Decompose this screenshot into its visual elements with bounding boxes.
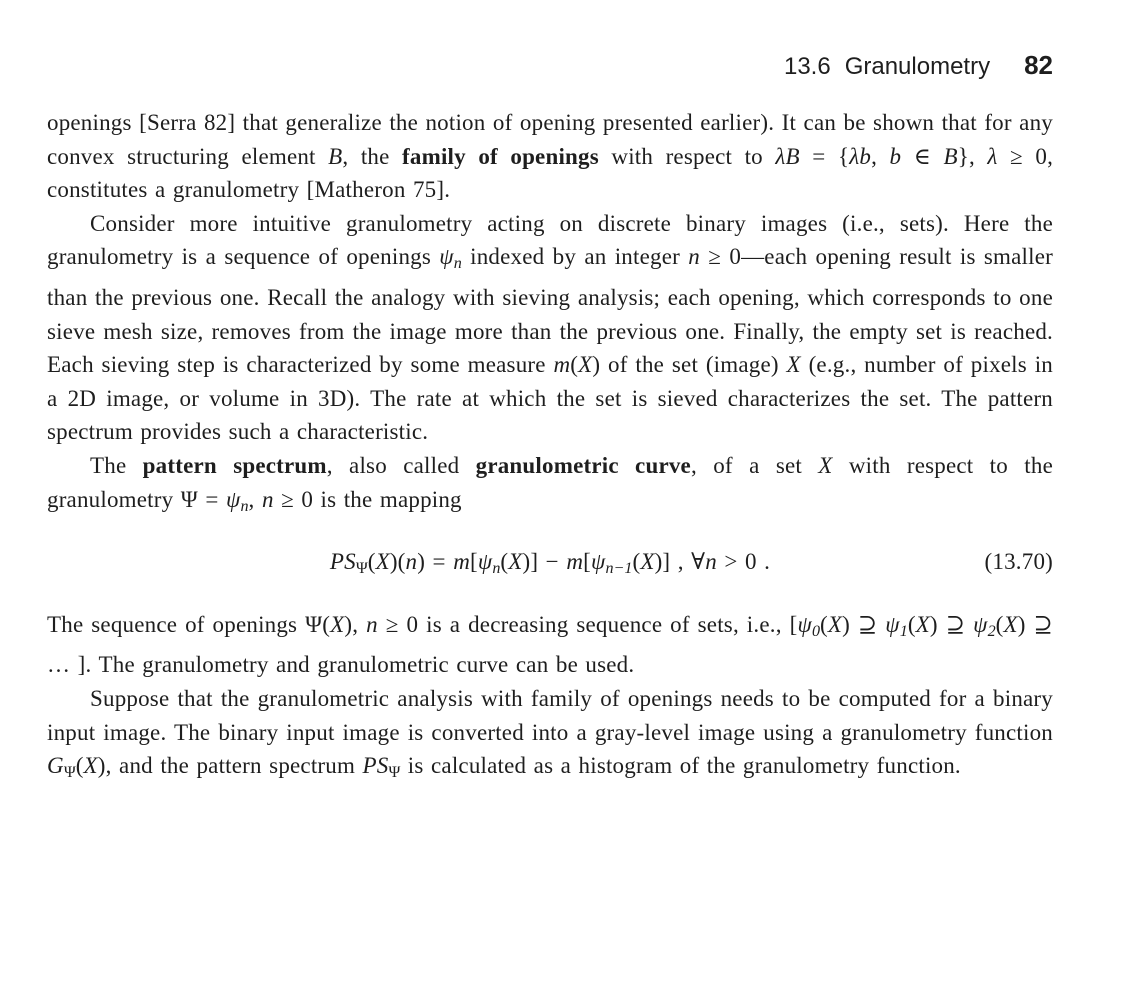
text-run: ≥ 0 is a decreasing sequence of sets, i.e., [ xyxy=(377,611,798,637)
text-run: (e.g., number of pixels in a 2D image, or volume in 3D). The rate at which the set is sieved characterizes the set. The pattern spectrum provides such a characteristic. xyxy=(47,352,1054,445)
equation-number: (13.70) xyxy=(984,549,1053,575)
text-run: ( xyxy=(907,611,916,637)
paragraph xyxy=(47,106,1053,207)
text-run: = { xyxy=(799,143,850,169)
text-run: X xyxy=(827,611,843,637)
text-run: B xyxy=(328,143,343,169)
text-run: ψ xyxy=(477,549,493,575)
paragraph xyxy=(47,608,1053,682)
text-run: G xyxy=(47,753,64,779)
text-run: 0 xyxy=(811,622,820,640)
text-run: )( xyxy=(389,549,406,575)
paragraph xyxy=(47,449,1053,523)
paragraph xyxy=(47,682,1053,790)
text-run: The xyxy=(90,452,143,478)
text-run: )] − xyxy=(522,549,567,575)
text-run: ψ xyxy=(226,486,241,512)
text-run: [ xyxy=(470,549,478,575)
text-run: n xyxy=(705,549,717,575)
text-run: 2 xyxy=(987,622,996,640)
text-run: ), xyxy=(344,611,367,637)
text-run: is calculated as a histogram of the granulometry function. xyxy=(400,753,961,779)
text-run: ≥ 0—each opening result is smaller than the previous one. Recall the analogy with sieving analysis; each opening, which corresponds to one sieve mesh size, removes from the image more than the previous one. Finally, the empty set is reached. Each sieving step is characterized by some measure xyxy=(47,244,1054,378)
text-run: ∀ xyxy=(683,549,706,575)
text-run: ) of the set (image) xyxy=(592,352,787,378)
text-run: openings [Serra 82] that generalize the notion of opening presented earlier). It can be shown that for any convex structuring element xyxy=(47,110,1053,169)
text-run: The sequence of openings Ψ( xyxy=(47,611,331,637)
text-run: ( xyxy=(995,611,1004,637)
text-run: , of a set xyxy=(690,452,819,478)
text-run: n xyxy=(688,244,700,270)
text-run: ψ xyxy=(885,611,900,637)
text-run: PS xyxy=(362,753,389,779)
text-run: Ψ xyxy=(63,764,76,782)
equation xyxy=(47,545,1053,586)
page-number: 82 xyxy=(1024,50,1053,80)
text-run: family of openings xyxy=(402,143,599,169)
text-run: ) ⊇ … ]. The granulometry and granulometric curve can be used. xyxy=(47,611,1053,678)
text-run: [ xyxy=(583,549,591,575)
text-run: n xyxy=(405,549,418,575)
text-run: ≥ 0, constitutes a granulometry [Matheron 75]. xyxy=(47,143,1054,203)
text-run: n−1 xyxy=(605,560,633,578)
text-run: ψ xyxy=(797,611,812,637)
text-run: b xyxy=(889,143,902,169)
text-run: ( xyxy=(500,549,509,575)
text-run: m xyxy=(453,549,470,575)
text-run: ( xyxy=(570,352,579,378)
text-run: X xyxy=(1003,611,1018,637)
text-run: B xyxy=(943,143,958,169)
text-run: > 0 . xyxy=(716,549,771,575)
text-run: Ψ xyxy=(388,764,401,782)
text-run: X xyxy=(786,352,801,378)
text-run: pattern spectrum xyxy=(142,452,327,478)
text-run: λb xyxy=(849,143,872,169)
text-run: PS xyxy=(329,549,356,575)
text-run: 1 xyxy=(899,622,908,640)
text-run: with respect to xyxy=(598,143,776,169)
text-run: n xyxy=(261,486,274,512)
text-run: m xyxy=(553,352,571,378)
paragraph xyxy=(47,207,1053,449)
text-run: ( xyxy=(632,549,641,575)
text-run: , xyxy=(871,143,890,169)
page-body xyxy=(47,106,1053,790)
text-run: granulometric curve xyxy=(475,452,691,478)
text-run: , the xyxy=(342,143,403,169)
running-header xyxy=(47,50,1053,81)
section-title: Granulometry xyxy=(844,53,991,80)
text-run: , also called xyxy=(326,452,476,478)
text-run: n xyxy=(492,560,501,578)
text-run: , xyxy=(248,486,262,512)
text-run: X xyxy=(578,352,593,378)
text-run: ) = xyxy=(417,549,454,575)
text-run: ) ⊇ xyxy=(842,611,886,637)
text-run: indexed by an integer xyxy=(461,244,689,270)
text-run: ( xyxy=(819,611,828,637)
text-run: X xyxy=(818,452,833,478)
section-number: 13.6 xyxy=(783,53,831,80)
text-run: Consider more intuitive granulometry acting on discrete binary images (i.e., sets). Here the granulometry is a sequence of openings xyxy=(47,210,1053,270)
text-run: ψ xyxy=(439,244,454,270)
text-run: )] , xyxy=(654,549,684,575)
text-run: ≥ 0 is the mapping xyxy=(273,486,462,512)
text-run: ψ xyxy=(590,549,606,575)
text-run: X xyxy=(508,549,523,575)
text-run: ( xyxy=(75,753,84,779)
text-run: n xyxy=(453,255,462,273)
text-run: X xyxy=(375,549,390,575)
text-run: X xyxy=(640,549,655,575)
text-run: m xyxy=(566,549,584,575)
equation-body xyxy=(329,549,771,578)
text-run: Ψ xyxy=(355,560,368,578)
text-run: λ xyxy=(987,143,998,169)
text-run: ∈ xyxy=(901,143,944,169)
text-run: λB xyxy=(775,143,800,169)
text-run: ψ xyxy=(973,611,988,637)
text-run: ), and the pattern spectrum xyxy=(97,753,363,779)
text-run: X xyxy=(915,611,930,637)
text-run: X xyxy=(330,611,345,637)
text-run: ) ⊇ xyxy=(929,611,974,637)
text-run: n xyxy=(366,611,378,637)
text-run: X xyxy=(83,753,98,779)
text-run: ( xyxy=(367,549,376,575)
text-run: Suppose that the granulometric analysis with family of openings needs to be computed for a binary input image. The binary input image is converted into a gray-level image using a granulometry function xyxy=(47,685,1053,745)
text-run: with respect to the granulometry Ψ = xyxy=(47,452,1053,512)
text-run: n xyxy=(240,497,249,515)
text-run: }, xyxy=(957,143,988,169)
